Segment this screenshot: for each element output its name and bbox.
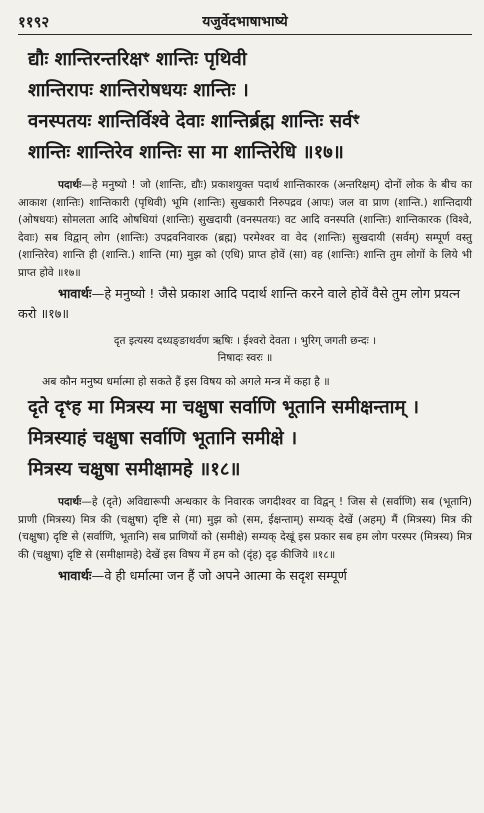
running-title: यजुर्वेदभाषाभाष्ये: [202, 14, 288, 30]
page-number: ११९२: [18, 13, 50, 31]
bhavartha-17: [18, 285, 472, 325]
padartha-text: —हे मनुष्यो ! जो (शान्तिः, द्यौः) प्रकाशयुक्त पदार्थ शान्तिकारक (अन्तरिक्षम्) दोनों लोक के बीच का आकाश (शान्तिः) शान्तिकारी (पृथिवी) भूमि (शान्तिः) सुखकारी निरुपद्रव (आपः) जल वा प्राण (शान्ति.) शान्तिदायी (ओषधयः) सोमलता आदि ओषधियां (शान्तिः) सुखदायी (वनस्पतयः) वट आदि वनस्पति (शान्तिः) शान्तिकारक (विश्वे, देवाः) सब विद्वान् लोग (शान्तिः) उपद्रवनिवारक (ब्रह्म) परमेश्वर वा वेद (शान्तिः) सुखदायी (सर्वम्) सम्पूर्ण वस्तु (शान्तिरेव) शान्ति ही (शान्ति.) शान्ति (मा) मुझ को (एधि) प्राप्त होवें (सा) वह (शान्तिः) शान्ति तुम लोगों के लिये भी प्राप्त होवे ॥१७॥: [18, 179, 472, 279]
bhavartha-18: [18, 567, 472, 587]
padartha-label: पदार्थः: [58, 496, 82, 508]
padartha-text: —हे (दृते) अविद्यारूपी अन्धकार के निवारक जगदीश्वर वा विद्वन् ! जिस से (सर्वाणि) सब (भूतानि) प्राणी (मित्रस्य) मित्र की (चक्षुषा) दृष्टि से (मा) मुझ को (सम, ईक्षन्ताम्) सम्यक् देखें (अहम्) मैं (मित्रस्य) मित्र की (चक्षुषा) दृष्टि से (सर्वाणि, भूतानि) सब प्राणियों को (समीक्षे) सम्यक् देखूं इस प्रकार सब हम लोग परस्पर (मित्रस्य) मित्र की (चक्षुषा) दृष्टि से (समीक्षामहे) देखें इस विषय में हम को (दृंह) दृढ़ कीजिये ॥१८॥: [18, 496, 472, 561]
bhavartha-label: भावार्थः: [58, 569, 92, 584]
padartha-17: [18, 177, 472, 282]
rishi-devata-chhanda: दृत इत्यस्य दध्यङ्ङाथर्वण ऋषिः । ईश्वरो देवता । भुरिग् जगती छन्दः ।: [113, 335, 377, 347]
bhavartha-text: —वे ही धर्मात्मा जन हैं जो अपने आत्मा के सदृश सम्पूर्ण: [91, 569, 347, 584]
padartha-18: [18, 494, 472, 564]
bhavartha-text: —हे मनुष्यो ! जैसे प्रकाश आदि पदार्थ शान्ति करने वाले होवें वैसे तुम लोग प्रयत्न करो ॥१७॥: [18, 287, 460, 322]
mantra-line: मित्रस्याहं चक्षुषा सर्वाणि भूतानि समीक्षे ।: [28, 428, 298, 449]
bhavartha-label: भावार्थः: [58, 287, 92, 302]
page-body: [18, 44, 472, 587]
mantra-line: वनस्पतयः शान्तिर्विश्वे देवाः शान्तिर्ब्रह्म शान्तिः सर्वꣳ: [28, 111, 360, 132]
mantra-line: मित्रस्य चक्षुषा समीक्षामहे ॥१८॥: [28, 459, 241, 480]
svara-line: निषादः स्वरः ॥: [217, 352, 273, 364]
page-header: [18, 12, 472, 35]
padartha-label: पदार्थः: [58, 179, 82, 191]
mantra-line: शान्तिरापः शान्तिरोषधयः शान्तिः ।: [28, 80, 249, 101]
mantra-line: शान्तिः शान्तिरेव शान्तिः सा मा शान्तिरेधि ॥१७॥: [28, 142, 344, 163]
mantra-line: द्यौः शान्तिरन्तरिक्षꣳ शान्तिः पृथिवी: [28, 49, 247, 70]
mantra-introduction: अब कौन मनुष्य धर्मात्मा हो सकते हैं इस विषय को अगले मन्त्र में कहा है ॥: [42, 375, 330, 388]
mantra-18: [18, 392, 472, 485]
mantra-17: [18, 44, 472, 168]
mantra-line: दृते दृꣳह मा मित्रस्य मा चक्षुषा सर्वाणि भूतानि समीक्षन्ताम् ।: [28, 397, 419, 418]
